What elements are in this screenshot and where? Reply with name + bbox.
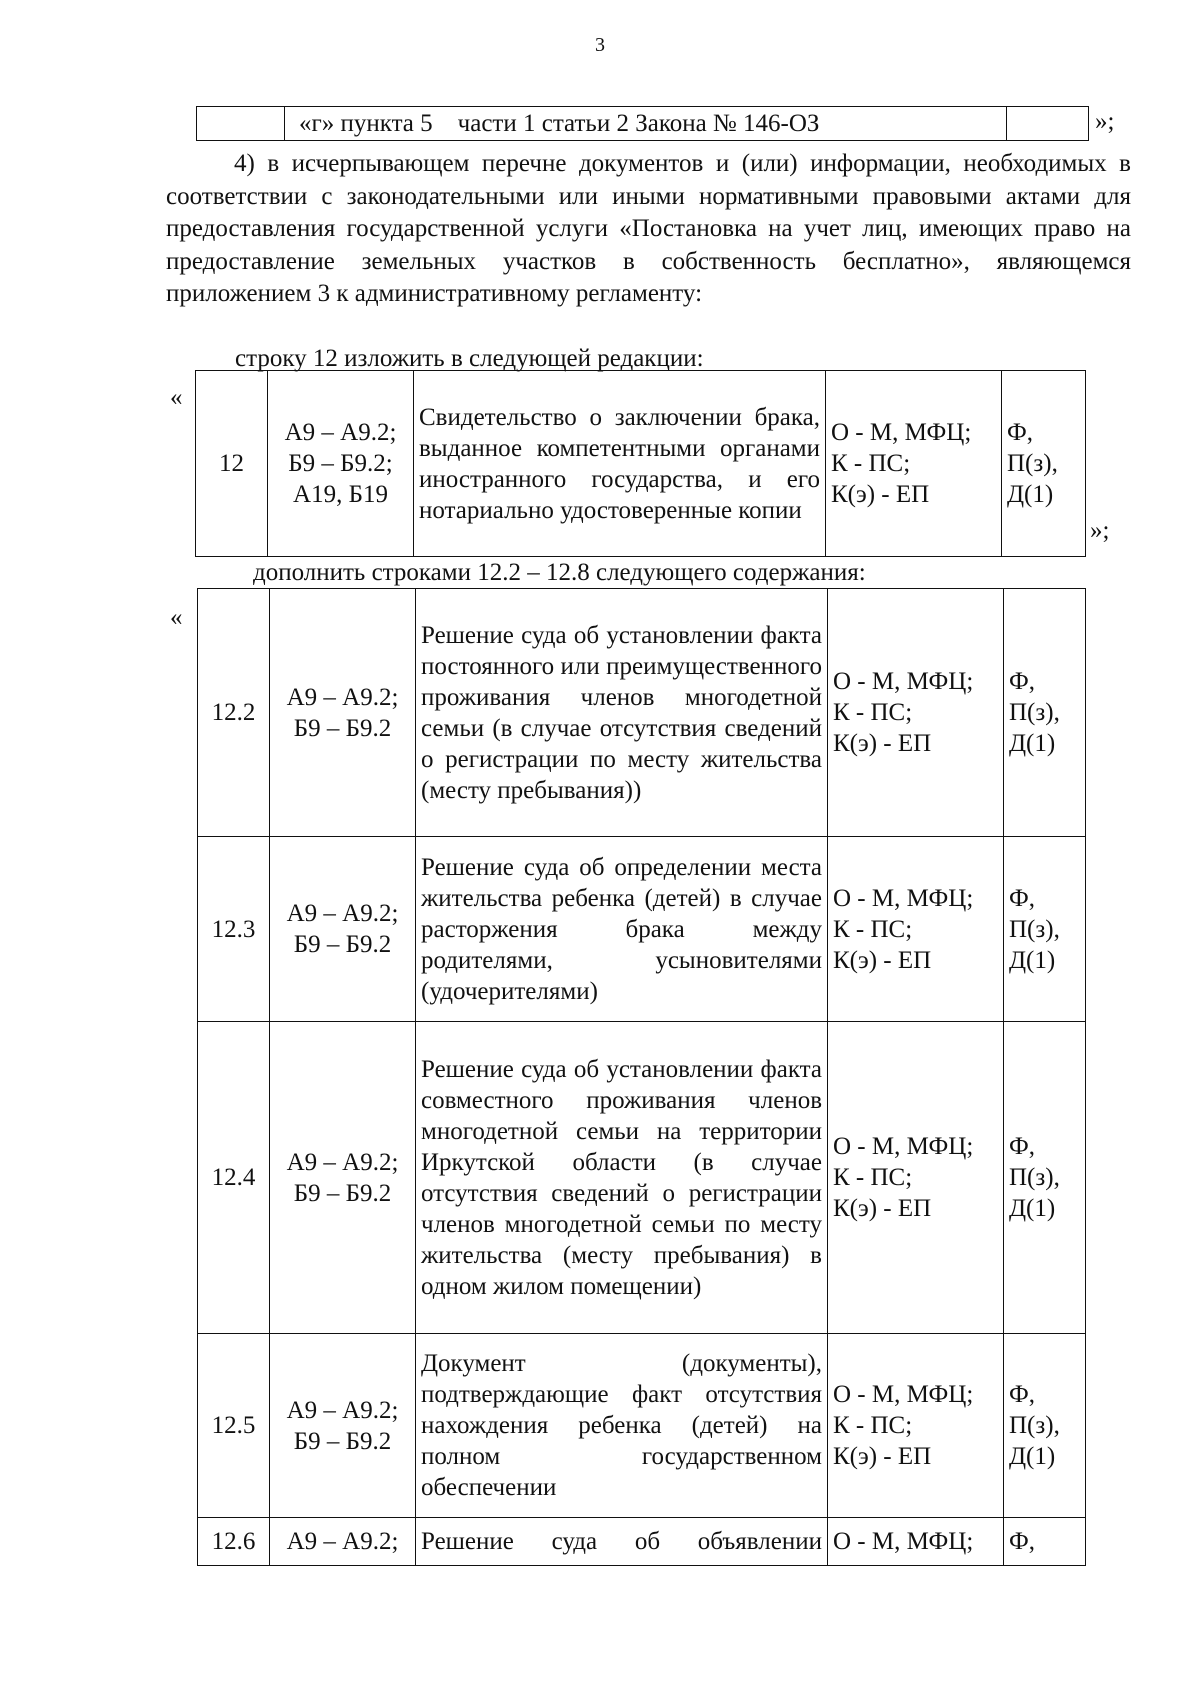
row-description: Документ (документы), подтверждающие факт отсутствия нахождения ребенка (детей) на полном государственном обеспечении: [416, 1334, 828, 1518]
code-line: А9 – А9.2;: [286, 1528, 399, 1555]
row12-description: Свидетельство о заключении брака, выданное компетентными органами иностранного государства, и его нотариально удостоверенные копии: [414, 371, 826, 557]
method-line: К(э) - ЕП: [833, 730, 932, 757]
form-line: Ф,: [1009, 1528, 1036, 1555]
row-methods: [828, 1518, 1004, 1566]
method-line: О - М, МФЦ;: [833, 1381, 974, 1408]
row-number: 12.3: [198, 837, 270, 1022]
code-line: А9 – А9.2;: [286, 1396, 399, 1424]
method-line: К - ПС;: [833, 915, 913, 943]
top-row-closing-quote: »;: [1095, 108, 1115, 135]
top-row-table: [196, 106, 1089, 141]
row-forms: [1004, 837, 1086, 1022]
method-line: О - М, МФЦ;: [833, 1133, 974, 1160]
top-row-text: «г» пункта 5 части 1 статьи 2 Закона № 146-ОЗ: [285, 107, 1007, 141]
paragraph-4: [166, 148, 1131, 311]
row12-open-quote: «: [170, 384, 183, 411]
code-line: А9 – А9.2;: [284, 419, 397, 446]
code-line: А19, Б19: [293, 481, 388, 508]
method-line: О - М, МФЦ;: [833, 668, 974, 695]
code-line: Б9 – Б9.2: [293, 1179, 392, 1207]
table-row: [198, 1518, 1086, 1566]
paragraph-4-text: 4) в исчерпывающем перечне документов и (или) информации, необходимых в соответствии с законодательными или иными нормативными правовыми актами для предоставления государственной услуги «Постановка на учет лиц, имеющих право на предоставление земельных участков в собственность бесплатно», являющемся приложением 3 к административному регламенту:: [166, 150, 1131, 307]
page-number: 3: [595, 34, 605, 56]
new-rows-open-quote: «: [170, 604, 183, 631]
code-line: Б9 – Б9.2;: [288, 450, 393, 477]
method-line: К - ПС;: [833, 699, 913, 726]
row-codes: [270, 1518, 416, 1566]
row-number: 12.5: [198, 1334, 270, 1518]
form-line: П(з),: [1009, 915, 1060, 943]
row-description: Решение суда об установлении факта постоянного или преимущественного проживания членов многодетной семьи (в случае отсутствия сведений о регистрации по месту жительства (месту пребывания)): [416, 589, 828, 837]
row12-table: [195, 370, 1086, 557]
form-line: Ф,: [1009, 668, 1036, 695]
intro-new-rows: дополнить строками 12.2 – 12.8 следующего содержания:: [253, 559, 866, 586]
method-line: О - М, МФЦ;: [833, 884, 974, 912]
form-line: П(з),: [1007, 450, 1058, 477]
code-line: А9 – А9.2;: [286, 900, 399, 927]
top-row-empty-cell-left: [197, 107, 285, 141]
row-description: Решение суда об установлении факта совместного проживания членов многодетной семьи на территории Иркутской области (в случае отсутствия сведений о регистрации членов многодетной семьи по месту жительства (месту пребывания) в одном жилом помещении): [416, 1022, 828, 1334]
method-line: О - М, МФЦ;: [831, 419, 972, 446]
form-line: П(з),: [1009, 1164, 1060, 1191]
table-row: [196, 371, 1086, 557]
method-line: К(э) - ЕП: [833, 1195, 932, 1222]
row-forms: [1004, 1518, 1086, 1566]
form-line: Д(1): [1009, 1443, 1056, 1470]
intro-row12: строку 12 изложить в следующей редакции:: [235, 345, 704, 372]
row-methods: [828, 589, 1004, 837]
row-codes: [270, 1334, 416, 1518]
form-line: Ф,: [1009, 884, 1036, 912]
new-rows-table: [197, 588, 1086, 1566]
code-line: Б9 – Б9.2: [293, 714, 392, 742]
table-row: [198, 589, 1086, 837]
form-line: Ф,: [1009, 1133, 1036, 1160]
row12-close-quote: »;: [1090, 517, 1110, 544]
row-codes: [270, 589, 416, 837]
form-line: П(з),: [1009, 1412, 1060, 1439]
method-line: О - М, МФЦ;: [833, 1528, 974, 1555]
code-line: Б9 – Б9.2: [293, 1427, 392, 1455]
form-line: Д(1): [1009, 946, 1056, 974]
row-methods: [828, 837, 1004, 1022]
row12-methods: [826, 371, 1002, 557]
method-line: К - ПС;: [833, 1164, 913, 1191]
method-line: К(э) - ЕП: [831, 481, 930, 508]
form-line: П(з),: [1009, 699, 1060, 726]
form-line: Д(1): [1009, 1195, 1056, 1222]
row-methods: [828, 1334, 1004, 1518]
method-line: К(э) - ЕП: [833, 1443, 932, 1470]
form-line: Д(1): [1007, 481, 1054, 508]
row-forms: [1004, 589, 1086, 837]
method-line: К(э) - ЕП: [833, 946, 932, 974]
row-codes: [270, 1022, 416, 1334]
row-description: [416, 1518, 828, 1566]
form-line: Ф,: [1007, 419, 1034, 446]
row12-forms: [1002, 371, 1086, 557]
row12-codes: [268, 371, 414, 557]
code-line: А9 – А9.2;: [286, 683, 399, 711]
table-row: [198, 1334, 1086, 1518]
top-row-empty-cell-right: [1007, 107, 1089, 141]
row-number: 12.4: [198, 1022, 270, 1334]
row-forms: [1004, 1334, 1086, 1518]
row12-number: 12: [196, 371, 268, 557]
row-number: 12.6: [198, 1518, 270, 1566]
method-line: К - ПС;: [831, 450, 911, 477]
code-line: А9 – А9.2;: [286, 1148, 399, 1176]
table-row: [198, 837, 1086, 1022]
table-row: [198, 1022, 1086, 1334]
row-description: Решение суда об определении места жительства ребенка (детей) в случае расторжения брака между родителями, усыновителями (удочерителями): [416, 837, 828, 1022]
method-line: К - ПС;: [833, 1412, 913, 1439]
row-description-text: Решение суда об объявлении: [421, 1528, 822, 1555]
form-line: Д(1): [1009, 730, 1056, 757]
form-line: Ф,: [1009, 1381, 1036, 1408]
row-forms: [1004, 1022, 1086, 1334]
row-methods: [828, 1022, 1004, 1334]
code-line: Б9 – Б9.2: [293, 931, 392, 958]
row-codes: [270, 837, 416, 1022]
row-number: 12.2: [198, 589, 270, 837]
